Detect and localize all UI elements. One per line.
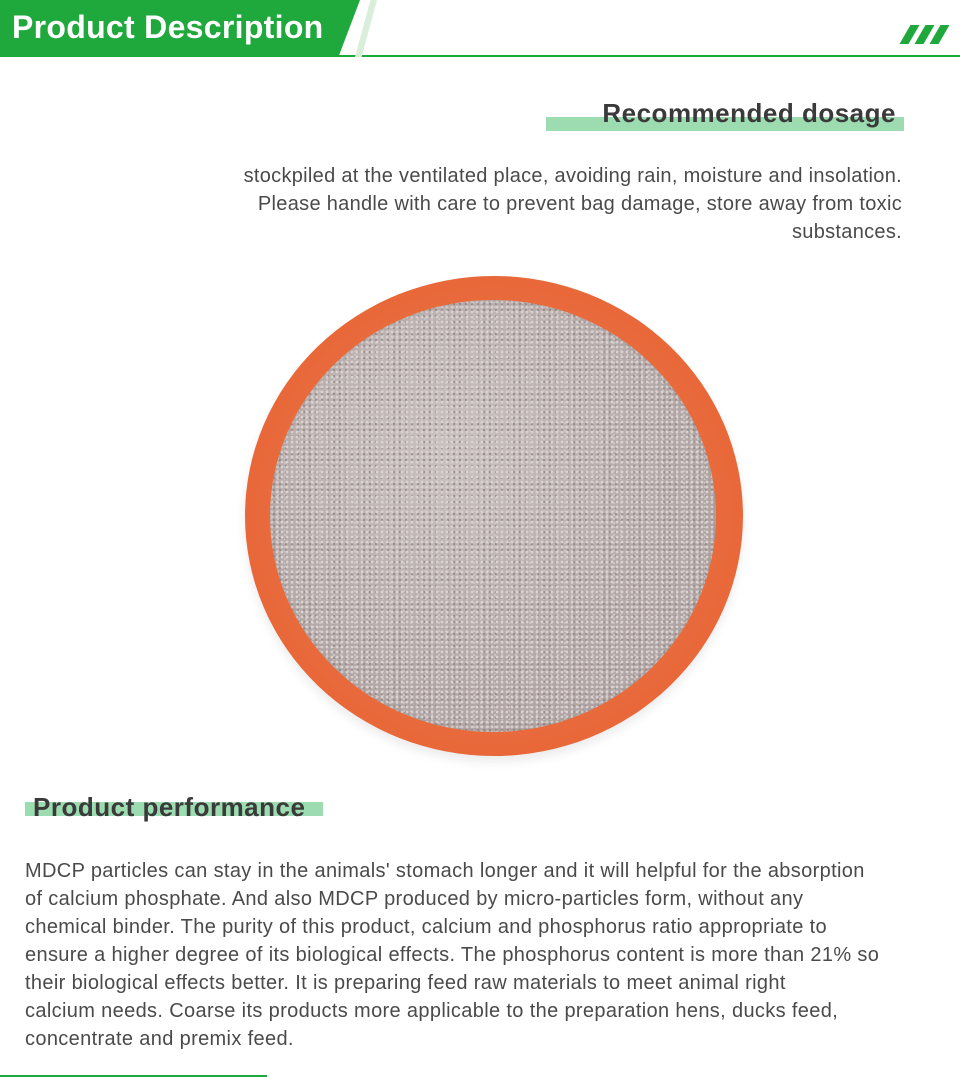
header-tab-accent xyxy=(355,0,377,57)
dosage-line: substances. xyxy=(791,221,902,243)
footer-divider xyxy=(0,1075,267,1077)
performance-line: calcium needs. Coarse its products more applicable to the preparation hens, ducks feed, xyxy=(25,1000,839,1022)
dosage-line: Please handle with care to prevent bag damage, store away from toxic xyxy=(257,193,902,215)
dosage-heading: Recommended dosage xyxy=(602,98,896,128)
triple-slash-icon xyxy=(905,25,944,44)
performance-line: ensure a higher degree of its biological effects. The phosphorus content is more than 21% so xyxy=(25,944,880,966)
performance-line: concentrate and premix feed. xyxy=(25,1028,294,1050)
granule-pile xyxy=(270,300,716,732)
performance-text xyxy=(25,857,930,1053)
dosage-text xyxy=(162,162,902,246)
performance-line: of calcium phosphate. And also MDCP produced by micro-particles form, without any xyxy=(25,888,804,910)
dosage-line: stockpiled at the ventilated place, avoiding rain, moisture and insolation. xyxy=(243,165,902,187)
performance-line: MDCP particles can stay in the animals' stomach longer and it will helpful for the absorption xyxy=(25,860,865,882)
performance-line: their biological effects better. It is preparing feed raw materials to meet animal right xyxy=(25,972,786,994)
performance-heading: Product performance xyxy=(33,792,306,822)
product-photo xyxy=(240,270,750,765)
page-title: Product Description xyxy=(12,9,324,45)
performance-line: chemical binder. The purity of this product, calcium and phosphorus ratio appropriate to xyxy=(25,916,827,938)
